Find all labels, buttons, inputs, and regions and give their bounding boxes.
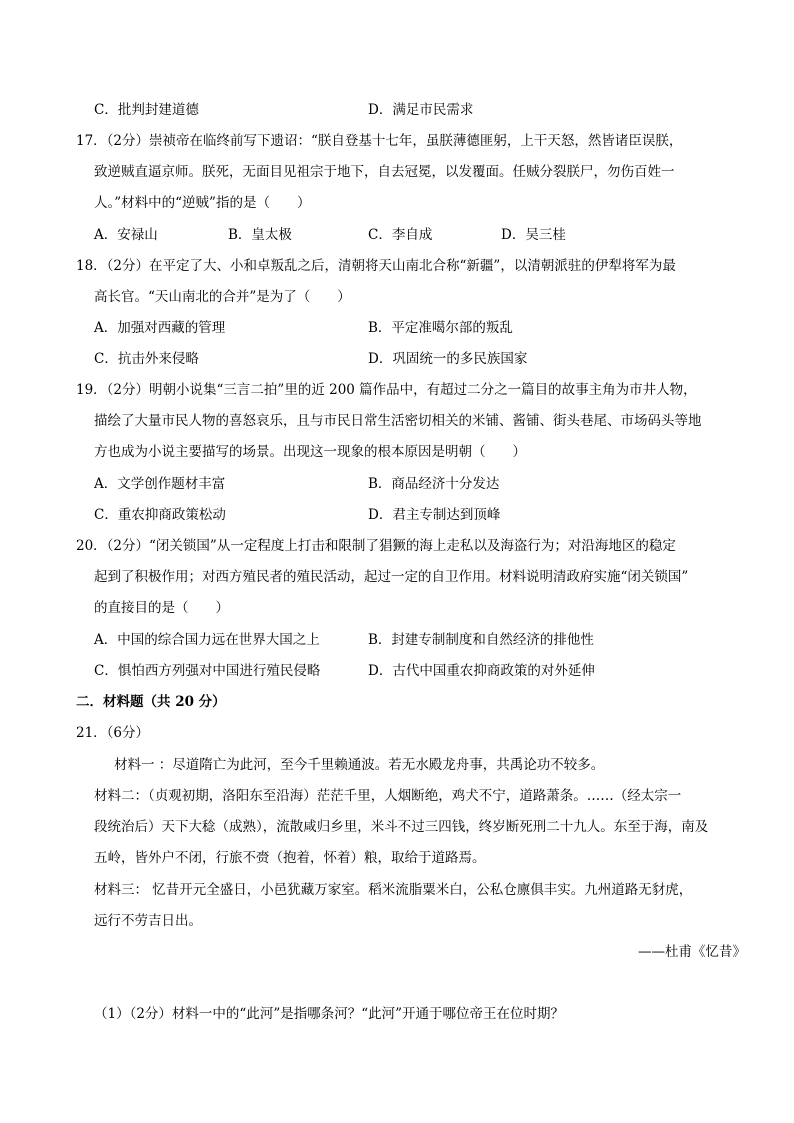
q21-source: ——杜甫《忆昔》: [638, 944, 746, 960]
q18-stem-line1: 18．（2分）在平定了大、小和卓叛乱之后，清朝将天山南北合称“新疆”，以清朝派驻的伊犁将军为最: [76, 258, 676, 274]
section-title: 二．材料题（共 20 分）: [76, 694, 226, 710]
q19-stem-line1: 19．（2分）明朝小说集“三言二拍”里的近 200 篇作品中，有超过二分之一篇目的故事主角为市井人物，: [76, 382, 697, 398]
q17-option-b: B．皇太极: [228, 227, 292, 243]
q19-option-a: A．文学创作题材丰富: [94, 476, 226, 492]
q20-option-b: B．封建专制制度和自然经济的排他性: [368, 632, 594, 648]
q18-option-a: A．加强对西藏的管理: [94, 320, 226, 336]
q20-stem-line2: 起到了积极作用；对西方殖民者的殖民活动，起过一定的自卫作用。材料说明清政府实施“闭关锁国”: [94, 569, 689, 585]
q21-material-1: 材料一 ：尽道隋亡为此河，至今千里赖通波。若无水殿龙舟事，共禹论功不较多。: [114, 757, 605, 773]
q18-stem-line2: 高长官。“天山南北的合并”是为了（ ）: [94, 289, 351, 305]
q19-option-c: C．重农抑商政策松动: [94, 507, 226, 523]
q21-material-3-line2: 远行不劳吉日出。: [94, 913, 202, 929]
q21-material-3-line1: 材料三： 忆昔开元全盛日，小邑犹藏万家室。稻米流脂粟米白，公私仓廪俱丰实。九州道路无豺虎，: [94, 882, 693, 898]
q17-option-c: C．李自成: [368, 227, 433, 243]
q19-option-b: B．商品经济十分发达: [368, 476, 500, 492]
q17-stem-line3: 人。”材料中的“逆贼”指的是（ ）: [94, 195, 311, 211]
q19-stem-line3: 方也成为小说主要描写的场景。出现这一现象的根本原因是明朝（ ）: [94, 444, 526, 460]
q21-material-2-line2: 段统治后）天下大稔（成熟），流散咸归乡里，米斗不过三四钱，终岁断死刑二十九人。东至于海，南及: [94, 819, 709, 835]
q20-stem-line3: 的直接目的是（ ）: [94, 600, 229, 616]
q16-option-c: C．批判封建道德: [94, 102, 199, 118]
q20-option-a: A．中国的综合国力远在世界大国之上: [94, 632, 320, 648]
q16-option-d: D．满足市民需求: [368, 102, 474, 118]
q17-stem-line2: 致逆贼直逼京师。朕死，无面目见祖宗于地下，自去冠冕，以发覆面。任贼分裂朕尸，勿伤百姓一: [94, 164, 675, 180]
q20-option-d: D．古代中国重农抑商政策的对外延伸: [368, 663, 595, 679]
q17-option-a: A．安禄山: [94, 227, 158, 243]
q19-stem-line2: 描绘了大量市民人物的喜怒哀乐，且与市民日常生活密切相关的米铺、酱铺、街头巷尾、市场码头等地: [94, 413, 702, 429]
q21-header: 21．（6分）: [76, 725, 150, 741]
q21-subquestion-1: （1）（2分）材料一中的“此河”是指哪条河？“此河”开通于哪位帝王在位时期？: [94, 1006, 565, 1022]
q21-material-2-line1: 材料二：（贞观初期，洛阳东至沿海）茫茫千里，人烟断绝，鸡犬不宁，道路萧条。……（经太宗一: [94, 788, 682, 804]
q18-option-c: C．抗击外来侵略: [94, 351, 199, 367]
q17-option-d: D．吴三桂: [501, 227, 566, 243]
q20-stem-line1: 20．（2分）“闭关锁国”从一定程度上打击和限制了猖獗的海上走私以及海盗行为；对沿海地区的稳定: [76, 538, 676, 554]
q20-option-c: C．惧怕西方列强对中国进行殖民侵略: [94, 663, 321, 679]
q21-material-2-line3: 五岭，皆外户不闭，行旅不赍（抱着，怀着）粮，取给于道路焉。: [94, 850, 486, 866]
q18-option-b: B．平定准噶尔部的叛乱: [368, 320, 513, 336]
q17-stem-line1: 17．（2分）崇祯帝在临终前写下遗诏：“朕自登基十七年，虽朕薄德匪躬，上干天怒，然皆诸臣误朕，: [76, 133, 683, 149]
q19-option-d: D．君主专制达到顶峰: [368, 507, 501, 523]
q18-option-d: D．巩固统一的多民族国家: [368, 351, 528, 367]
